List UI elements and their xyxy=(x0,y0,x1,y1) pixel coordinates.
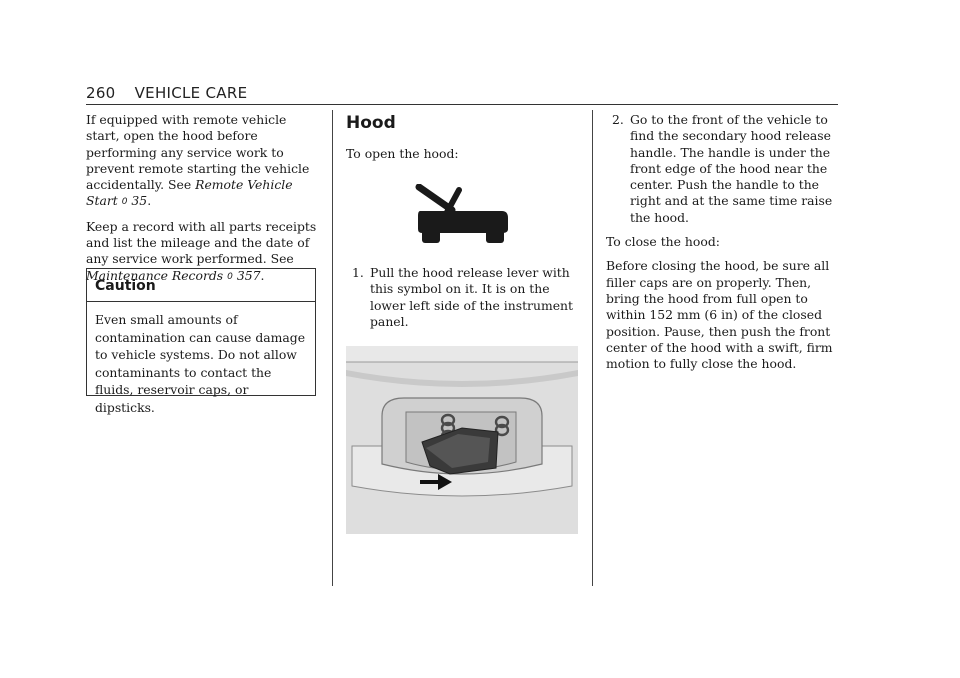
maintenance-records-link[interactable]: Maintenance Records 0 357 xyxy=(86,267,261,283)
section-heading-hood: Hood xyxy=(346,113,396,133)
step-1: 1. Pull the hood release lever with this symbol on it. It is on the lower left side of the instrument panel. xyxy=(352,265,573,329)
header-divider xyxy=(86,104,838,105)
page-header xyxy=(86,84,838,104)
page-number: 260 xyxy=(86,84,116,102)
column-divider-2 xyxy=(592,110,593,586)
hood-release-icon xyxy=(414,184,510,246)
column-divider-1 xyxy=(332,110,333,586)
right-column xyxy=(606,112,838,380)
section-title: VEHICLE CARE xyxy=(134,84,248,102)
left-column xyxy=(86,112,318,293)
close-hood-instructions: Before closing the hood, be sure all filler caps are on properly. Then, bring the hood from full open to within 152 mm (6 in) of the closed position. Pause, then push the front center of the hood with a swift, firm motion to fully close the hood. xyxy=(606,258,833,372)
remote-start-paragraph: If equipped with remote vehicle start, open the hood before performing any service work to prevent remote starting the vehicle accidentally. See Remote Vehicle Start 0 35. xyxy=(86,112,310,209)
caution-box xyxy=(86,268,316,415)
maintenance-record-paragraph: Keep a record with all parts receipts and list the mileage and the date of any service work performed. See Maintenance Records 0 357. xyxy=(86,218,317,283)
caution-title: Caution xyxy=(87,269,315,302)
middle-steps xyxy=(346,265,578,330)
middle-column xyxy=(346,112,578,170)
hood-release-handle-illustration xyxy=(346,346,578,534)
open-hood-intro: To open the hood: xyxy=(346,146,459,161)
caution-body: Even small amounts of contamination can cause damage to vehicle systems. Do not allow contaminants to contact the fluids, reservoir caps, or dipsticks. xyxy=(95,312,306,415)
close-hood-intro: To close the hood: xyxy=(606,234,720,250)
step-2: 2. Go to the front of the vehicle to find the secondary hood release handle. The handle is under the front edge of the hood near the center. Push the handle to the right and at the same time raise the hood. xyxy=(612,112,833,225)
remote-vehicle-start-link[interactable]: Remote Vehicle Start 0 35 xyxy=(86,177,293,209)
